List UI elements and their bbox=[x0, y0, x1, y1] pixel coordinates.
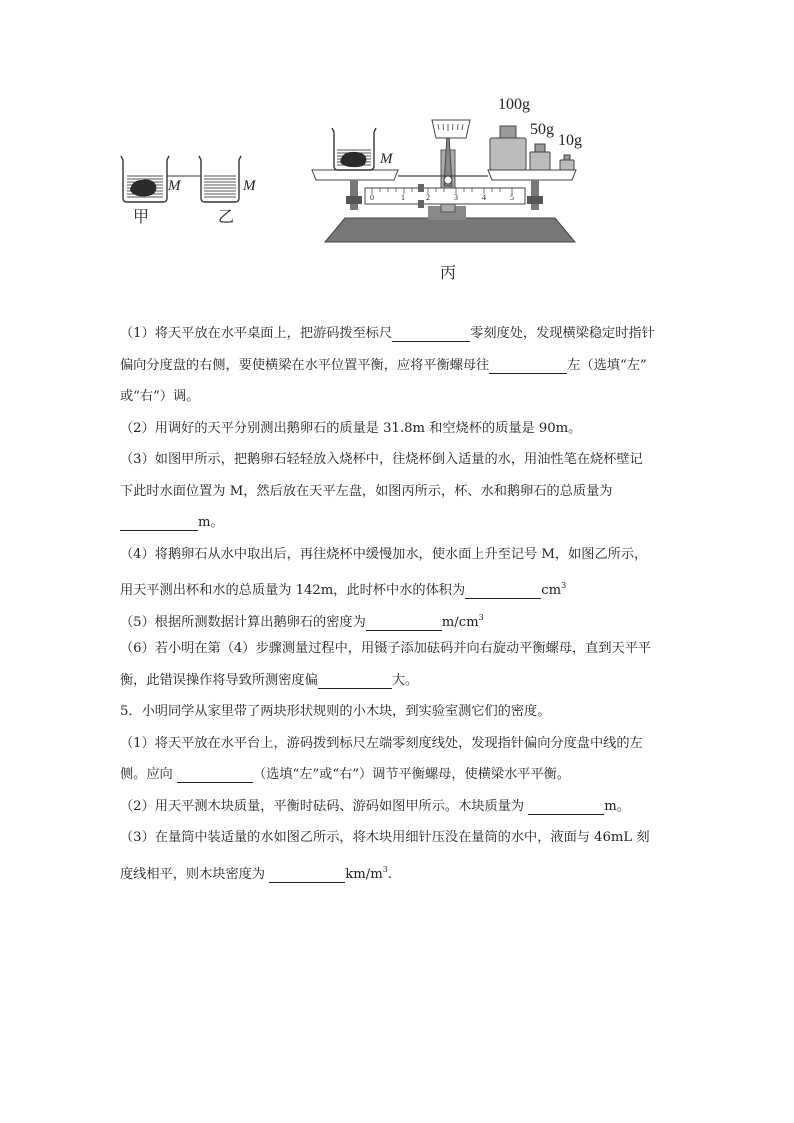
q4-line-4: （2）用调好的天平分别测出鹅卵石的质量是 31.8m 和空烧杯的质量是 90m。 bbox=[120, 420, 582, 436]
q4-line-1: （1）将天平放在水平桌面上，把游码拨至标尺 零刻度处，发现横梁稳定时指针 bbox=[120, 326, 655, 341]
answer-blank[interactable] bbox=[465, 581, 541, 599]
label-m-jia: M bbox=[168, 178, 181, 194]
q5-line-3: （2）用天平测木块质量，平衡时砝码、游码如图甲所示。木块质量为 m。 bbox=[120, 798, 630, 814]
weight-10g-label: 10g bbox=[558, 132, 582, 149]
weight-50g-label: 50g bbox=[530, 121, 554, 138]
ruler-tick-5: 5 bbox=[510, 193, 514, 202]
label-bing: 丙 bbox=[440, 263, 457, 282]
q5-title: 5．小明同学从家里带了两块形状规则的小木块，到实验室测它们的密度。 bbox=[120, 704, 551, 719]
figure-drawing bbox=[0, 0, 794, 300]
q4-line-8: （4）将鹅卵石从水中取出后，再往烧杯中缓慢加水，使水面上升至记号 M，如图乙所示， bbox=[120, 546, 648, 562]
q5-line-5: 度线相平，则木块密度为 $km/m^3$. bbox=[120, 864, 393, 882]
answer-blank[interactable] bbox=[318, 671, 392, 689]
answer-blank[interactable] bbox=[177, 765, 253, 783]
q5-line-1: （1）将天平放在水平台上，游码拨到标尺左端零刻度线处，发现指针偏向分度盘中线的左 bbox=[120, 735, 643, 751]
beaker-yi bbox=[199, 156, 241, 202]
ruler-tick-3: 3 bbox=[454, 193, 458, 202]
ruler-tick-1: 1 bbox=[401, 193, 405, 202]
q4-line-10: （5）根据所测数据计算出鹅卵石的密度为 $m/cm^3$ bbox=[120, 612, 484, 630]
answer-blank[interactable] bbox=[366, 613, 442, 631]
q4-line-3: 或“右”）调。 bbox=[120, 389, 200, 404]
ruler-tick-2: 2 bbox=[426, 193, 430, 202]
q5-line-2: 侧。应向 （选填“左”或“右”）调节平衡螺母，使横梁水平平衡。 bbox=[120, 767, 571, 782]
q5-line-4: （3）在量筒中装适量的水如图乙所示，将木块用细针压没在量筒的水中，液面与 46mL 刻 bbox=[120, 830, 650, 845]
label-yi: 乙 bbox=[218, 207, 235, 226]
answer-blank[interactable] bbox=[120, 513, 198, 531]
answer-blank[interactable] bbox=[392, 324, 470, 342]
ruler-tick-0: 0 bbox=[370, 193, 374, 202]
experiment-figure bbox=[0, 0, 794, 300]
q4-line-12: 衡，此错误操作将导致所测密度偏 大。 bbox=[120, 672, 419, 688]
label-jia: 甲 bbox=[133, 207, 150, 226]
q4-line-6: 下此时水面位置为 M，然后放在天平左盘，如图丙所示，杯、水和鹅卵石的总质量为 bbox=[120, 483, 613, 499]
label-m-yi: M bbox=[243, 178, 256, 194]
q4-line-9: 用天平测出杯和水的总质量为 142m，此时杯中水的体积为 $cm^3$ bbox=[120, 581, 567, 598]
answer-blank[interactable] bbox=[528, 797, 604, 815]
answer-blank[interactable] bbox=[269, 865, 345, 883]
weight-100g-label: 100g bbox=[498, 96, 530, 113]
q4-line-2: 偏向分度盘的右侧，要使横梁在水平位置平衡，应将平衡螺母往 左（选填“左” bbox=[120, 357, 647, 373]
answer-blank[interactable] bbox=[489, 356, 567, 374]
question-text bbox=[120, 318, 690, 885]
q4-line-5: （3）如图甲所示，把鹅卵石轻轻放入烧杯中，往烧杯倒入适量的水，用油性笔在烧杯壁记 bbox=[120, 452, 643, 467]
q4-line-7: m。 bbox=[120, 507, 690, 539]
q4-line-11: （6）若小明在第（4）步骤测量过程中，用镊子添加砝码并向右旋动平衡螺母，直到天平平 bbox=[120, 641, 652, 656]
ruler-tick-4: 4 bbox=[482, 193, 486, 202]
label-m-bing: M bbox=[380, 151, 393, 167]
